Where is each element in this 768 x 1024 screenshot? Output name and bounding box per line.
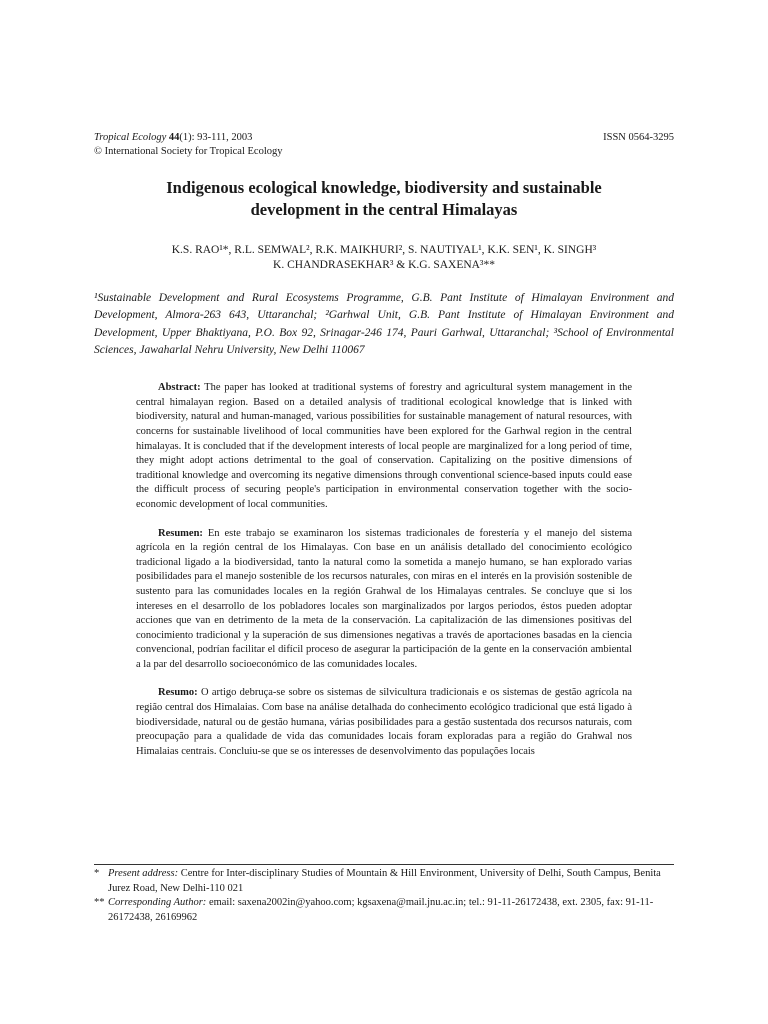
resumo-label: Resumo: xyxy=(158,687,198,699)
abstract-label: Abstract: xyxy=(158,382,201,394)
resumen-label: Resumen: xyxy=(158,527,203,539)
footnote-body xyxy=(108,867,674,896)
abstract-english xyxy=(136,381,632,512)
issn: ISSN 0564-3295 xyxy=(603,132,674,143)
citation-line xyxy=(94,131,282,145)
footnote-mark: ** xyxy=(94,897,105,908)
citation-block xyxy=(94,131,282,159)
footnote-present-address xyxy=(94,867,674,896)
journal-issue-pages: (1): 93-111, 2003 xyxy=(179,132,253,143)
author-line-2: K. CHANDRASEKHAR³ & K.G. SAXENA³** xyxy=(273,259,495,271)
author-list xyxy=(94,243,674,273)
abstract-spanish xyxy=(136,527,632,673)
footnote-mark: * xyxy=(94,868,100,879)
footnote-label: Corresponding Author: xyxy=(108,897,207,908)
abstract-portuguese xyxy=(136,686,632,759)
article-page xyxy=(94,131,674,759)
footnote-corresponding-author xyxy=(94,896,674,925)
author-line-1: K.S. RAO¹*, R.L. SEMWAL², R.K. MAIKHURI², S. NAUTIYAL¹, K.K. SEN¹, K. SINGH³ xyxy=(171,244,597,256)
affiliations: ¹Sustainable Development and Rural Ecosystems Programme, G.B. Pant Institute of Himalayan Environment and Development, Almora-263 643, Uttaranchal; ²Garhwal Unit, G.B. Pant Institute of Himalayan Environment and Development, Upper Bhaktiyana, P.O. Box 92, Srinagar-246 174, Pauri Garhwal, Uttaranchal; ³School of Environmental Sciences, Jawaharlal Nehru University, New Delhi 110067 xyxy=(94,292,674,356)
journal-volume: 44 xyxy=(168,132,180,143)
journal-name: Tropical Ecology xyxy=(94,132,167,143)
footnote-text: email: saxena2002in@yahoo.com; kgsaxena@mail.jnu.ac.in; tel.: 91-11-26172438, ext. 2305, fax: 91-11-26172438, 26169962 xyxy=(108,897,654,923)
footnote-body xyxy=(108,896,674,925)
footnotes xyxy=(94,864,674,925)
footnote-text: Centre for Inter-disciplinary Studies of Mountain & Hill Environment, University of Delhi, South Campus, Benita Jurez Road, New Delhi-110 021 xyxy=(108,868,661,894)
resumen-text: En este trabajo se examinaron los sistemas tradicionales de forestería y el manejo del sistema agrícola en la región central de los Himalayas. Con base en un análisis detallado del conocimiento ecológico tradicional ligado a la biodiversidad, tanto la natural como la sometida a manejo humano, se han explorado varias posibilidades para el manejo sostenible de los recursos naturales, con miras en el interés en la provisión sostenible de sustento para las comunidades locales en la región Grahwal de los Himalayas centrales. Se concluye que si los intereses en el desarrollo de los pobladores locales son marginalizados por largos periodos, éstos pueden adoptar acciones que van en detrimento de la meta de la conservación. La capitalización de las dimensiones positivas del conocimiento tradicional y la superación de sus dimensiones negativas a través de aportaciones basadas en la ciencia convencional, podrían facilitar el difícil proceso de asegurar la participación de la gente en la conservación ambiental a la par del desarrollo socioeconómico de las comunidades locales. xyxy=(136,527,632,670)
running-header xyxy=(94,131,674,159)
abstract-text: The paper has looked at traditional systems of forestry and agricultural system management in the central himalayan region. Based on a detailed analysis of traditional ecological knowledge that is linked with biodiversity, natural and human-managed, various possibilities for sustainable management of natural resources, with concerns for sustainable livelihood of local communities have been explored for the Garhwal region in the central himalayas. It is concluded that if the development interests of local people are marginalized for a long period of time, they might adopt actions detrimental to the goal of conservation. Capitalizing on the positive dimensions of traditional knowledge and overcoming its negative dimensions through conventional science-based inputs could ease the difficult process of securing people's participation in environmental conservation together with the socio-economic development of local communities. xyxy=(136,382,632,510)
footnote-label: Present address: xyxy=(108,868,179,879)
abstract-section xyxy=(136,381,632,759)
paper-title: Indigenous ecological knowledge, biodiversity and sustainable development in the central Himalayas xyxy=(166,178,602,219)
society-line: © International Society for Tropical Ecology xyxy=(94,146,283,157)
resumo-text: O artigo debruça-se sobre os sistemas de silvicultura tradicionais e os sistemas de gestão agrícola na região central dos Himalaias. Com base na análise detalhada do conhecimento ecológico tradicional que está ligado à biodiversidade, natural ou de gestão humana, várias posibilidades para a gestão sustentada dos recursos naturais, com preocupação para a qualidade de vida das comunidades locais foram exploradas para a região do Grahwal nos Himalaias centrais. Concluiu-se que se os interesses de desenvolvimento das populações locais xyxy=(136,687,633,757)
